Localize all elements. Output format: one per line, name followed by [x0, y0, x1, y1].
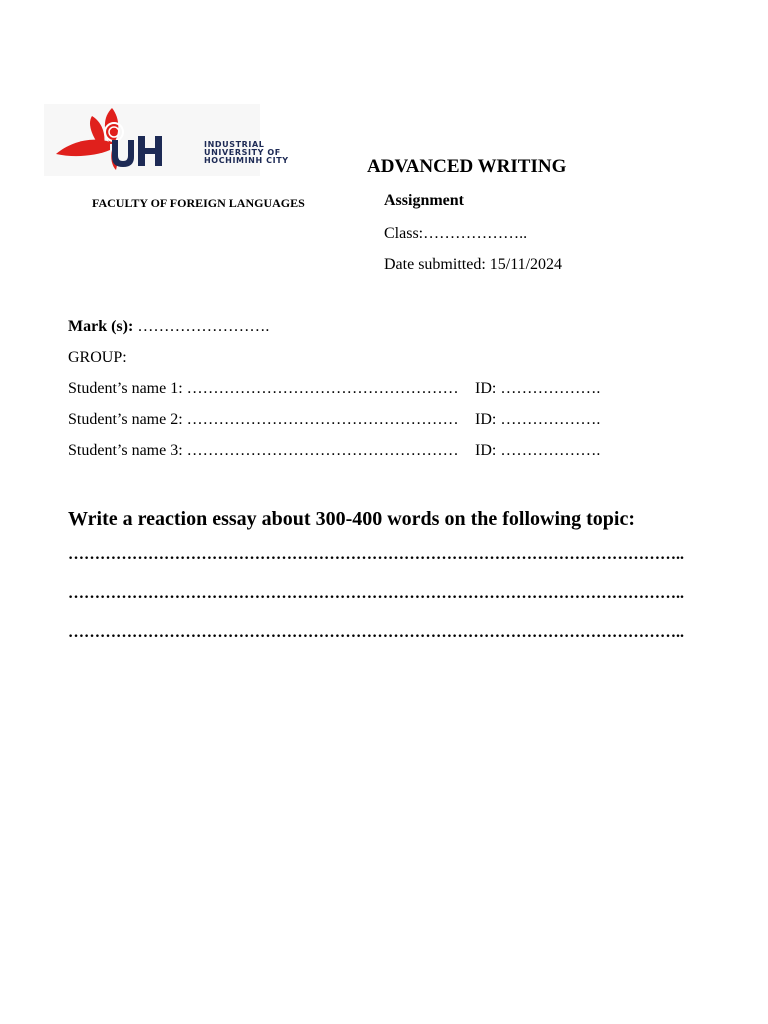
- answer-line: ……………………………………………………………………………………………………..: [68, 585, 684, 602]
- student-name-field: Student’s name 2: ……………………………………………: [68, 411, 459, 428]
- student-id-field: ID: ……………….: [475, 442, 601, 459]
- university-logo: [44, 104, 289, 176]
- answer-line: ……………………………………………………………………………………………………..: [68, 624, 684, 641]
- class-field: Class:………………..: [384, 225, 528, 242]
- logo-line-2: UNIVERSITY OF: [204, 148, 281, 157]
- student-name-field: Student’s name 1: ……………………………………………: [68, 380, 459, 397]
- student-id-field: ID: ……………….: [475, 380, 601, 397]
- student-row: [68, 411, 601, 429]
- student-row: [68, 442, 601, 460]
- logo-wordmark: [204, 141, 289, 165]
- faculty-name: FACULTY OF FOREIGN LANGUAGES: [92, 196, 305, 210]
- student-name-field: Student’s name 3: ……………………………………………: [68, 442, 459, 459]
- mark-blank: …………………….: [133, 318, 270, 335]
- logo-line-3: HOCHIMINH CITY: [204, 156, 289, 165]
- logo-line-1: INDUSTRIAL: [204, 140, 265, 149]
- answer-line: ……………………………………………………………………………………………………..: [68, 546, 684, 563]
- essay-prompt: Write a reaction essay about 300-400 words on the following topic:: [68, 508, 636, 530]
- mark-label: Mark (s):: [68, 318, 134, 335]
- group-label: GROUP:: [68, 349, 127, 366]
- assignment-heading: Assignment: [384, 192, 465, 209]
- student-id-field: ID: ……………….: [475, 411, 601, 428]
- date-submitted: Date submitted: 15/11/2024: [384, 256, 563, 273]
- student-row: [68, 380, 601, 398]
- course-title: ADVANCED WRITING: [367, 156, 567, 177]
- mark-field: [68, 318, 269, 336]
- lotus-logo-icon: [52, 106, 202, 174]
